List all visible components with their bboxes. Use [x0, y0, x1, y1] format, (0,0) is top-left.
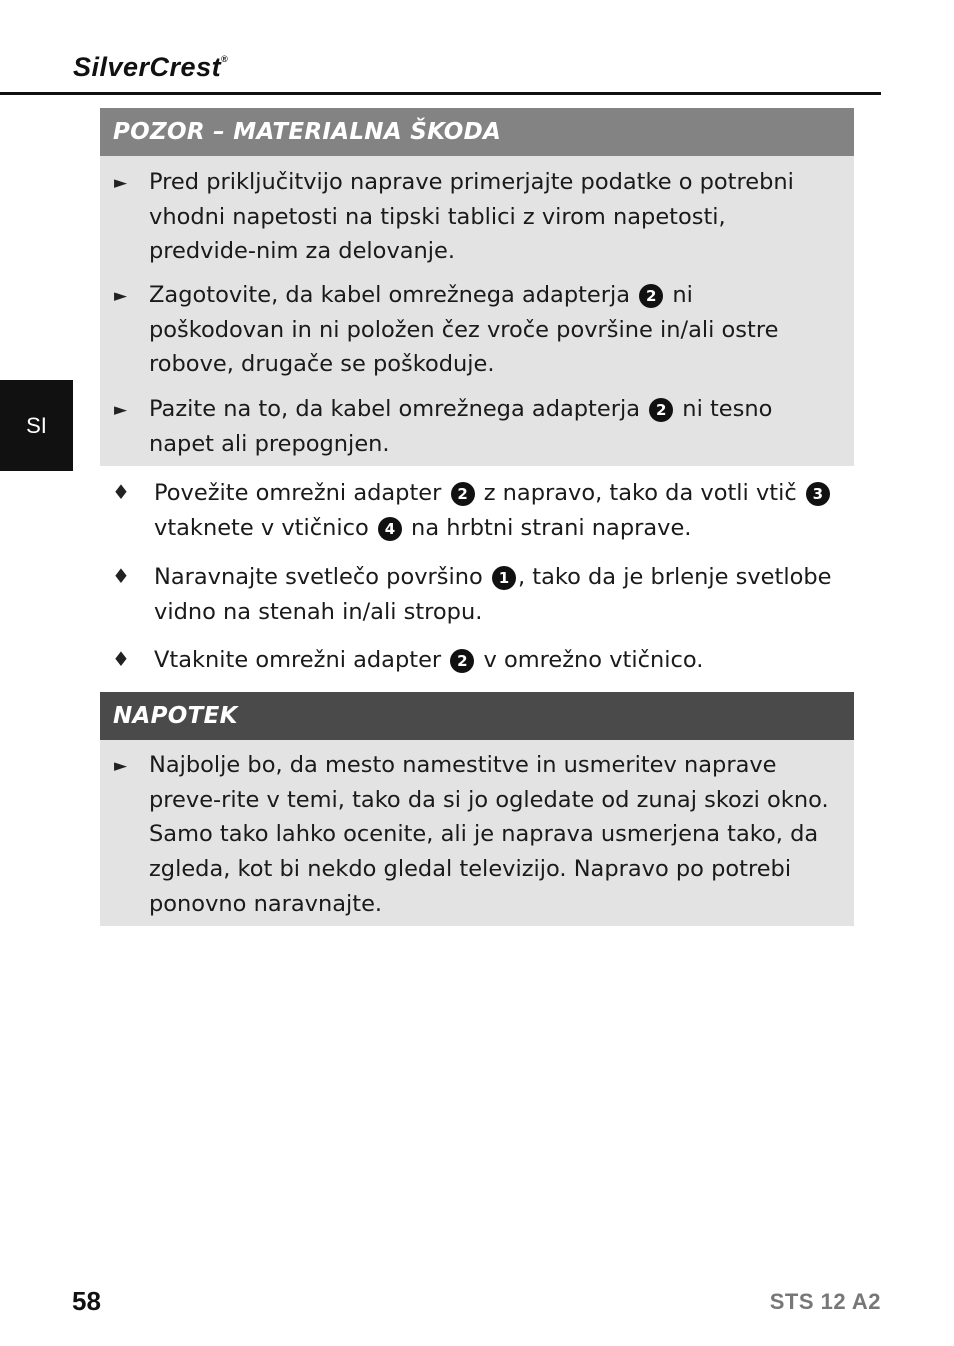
circled-number-icon: 2	[450, 649, 474, 673]
text-run: ni poškodovan in ni položen čez vroče površine in/ali ostre robove, drugače se poškoduje.	[149, 282, 779, 378]
warning-title: POZOR – MATERIALNA ŠKODA	[100, 108, 854, 156]
circled-number-icon: 1	[492, 566, 516, 590]
language-tab: SI	[0, 380, 73, 471]
page-number: 58	[72, 1286, 101, 1316]
header-rule	[0, 92, 881, 95]
text-run: Pazite na to, da kabel omrežnega adapterja	[149, 396, 648, 422]
circled-number-icon: 2	[451, 482, 475, 506]
text-run: v omrežno vtičnico.	[476, 647, 704, 673]
step-item	[154, 560, 844, 629]
circled-number-icon: 3	[806, 482, 830, 506]
diamond-icon: ♦	[112, 480, 130, 504]
triangle-right-icon: ►	[114, 756, 128, 776]
warning-item	[149, 165, 829, 269]
text-run: vtaknete v vtičnico	[154, 514, 376, 541]
text-run: Zagotovite, da kabel omrežnega adapterja	[149, 282, 638, 308]
circled-number-icon: 2	[639, 284, 663, 308]
circled-number-icon: 2	[649, 398, 673, 422]
triangle-right-icon: ►	[114, 400, 128, 420]
text-run: na hrbtni strani naprave.	[403, 514, 692, 541]
warning-item	[149, 278, 829, 382]
note-item	[149, 748, 829, 922]
text-run: , tako da je brlenje svetlobe vidno na stenah in/ali stropu.	[154, 564, 832, 625]
diamond-icon: ♦	[112, 647, 130, 671]
text-run: z napravo, tako da votli vtič	[476, 480, 804, 506]
text-run: Povežite omrežni adapter	[154, 480, 449, 506]
text-run: Naravnajte svetlečo površino	[154, 564, 490, 590]
brand-logo: SilverCrest®	[73, 52, 229, 82]
text-run: Najbolje bo, da mesto namestitve in usmeritev naprave preve-rite v temi, tako da si jo ogledate od zunaj skozi okno. Samo tako lahko ocenite, ali je naprava usmerjena tako, da zgleda, kot bi nekdo gledal televizijo. Napravo po potrebi ponovno naravnajte.	[149, 752, 829, 917]
triangle-right-icon: ►	[114, 173, 128, 193]
warning-item	[149, 392, 829, 461]
text-run: Vtaknite omrežni adapter	[154, 647, 449, 673]
note-title: NAPOTEK	[100, 692, 854, 740]
triangle-right-icon: ►	[114, 286, 128, 306]
step-item	[154, 476, 844, 545]
step-item	[154, 643, 844, 678]
text-run: Pred priključitvijo naprave primerjajte podatke o potrebni vhodni napetosti na tipski tablici z virom napetosti, predvide-nim za delovanje.	[149, 169, 794, 265]
diamond-icon: ♦	[112, 564, 130, 588]
model-number: STS 12 A2	[769, 1289, 881, 1314]
text-run: ni tesno napet ali prepognjen.	[149, 396, 773, 457]
circled-number-icon: 4	[378, 517, 402, 541]
